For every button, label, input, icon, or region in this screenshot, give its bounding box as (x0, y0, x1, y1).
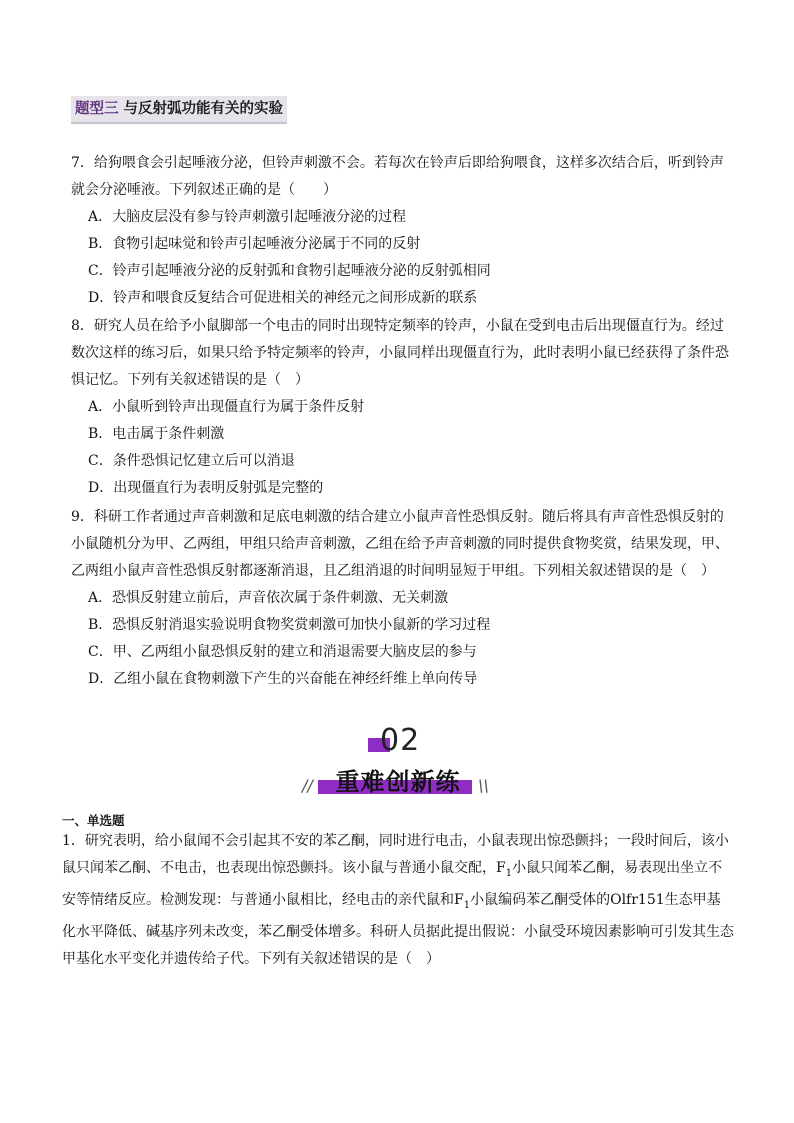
question-text-c: 小鼠编码苯乙酮受体的Olfr151生态甲基化水平降低、碱基序列未改变，苯乙酮受体增多。科研人员据此提出假说：小鼠受环境因素影响可引发其生态甲基化水平变化并遗传给子代。下列有关叙述错误的是（ ） (62, 891, 734, 967)
question-stem: 7．给狗喂食会引起唾液分泌，但铃声刺激不会。若每次在铃声后即给狗喂食，这样多次结合后，听到铃声就会分泌唾液。下列叙述正确的是（ ） (71, 155, 724, 198)
question-9 (71, 504, 731, 693)
badge-number: 02 (380, 723, 421, 758)
option-d: D．铃声和喂食反复结合可促进相关的神经元之间形成新的联系 (88, 290, 478, 306)
question-8 (71, 313, 731, 502)
option-c: C．甲、乙两组小鼠恐惧反射的建立和消退需要大脑皮层的参与 (88, 644, 477, 660)
question-1 (62, 828, 734, 973)
question-text-b: 小鼠只闻苯乙酮，易表现出坐立不安等情绪反应。检测发现：与普通小鼠相比，经电击的亲代鼠和F (62, 860, 723, 908)
question-stem: 9．科研工作者通过声音刺激和足底电刺激的结合建立小鼠声音性恐惧反射。随后将具有声音性恐惧反射的小鼠随机分为甲、乙两组，甲组只给声音刺激，乙组在给予声音刺激的同时提供食物奖赏，结果发现，甲、乙两组小鼠声音性恐惧反射都逐渐消退，且乙组消退的时间明显短于甲组。下列相关叙述错误的是（ ） (71, 509, 729, 579)
option-d: D．乙组小鼠在食物刺激下产生的兴奋能在神经纤维上单向传导 (88, 671, 478, 687)
subscript-2: 1 (463, 899, 471, 911)
part-title: 一、单选题 (62, 813, 125, 828)
question-text-a: 1．研究表明，给小鼠闻不会引起其不安的苯乙酮，同时进行电击，小鼠表现出惊恐颤抖；一段时间后，该小鼠只闻苯乙酮、不电击，也表现出惊恐颤抖。该小鼠与普通小鼠交配，F (62, 833, 729, 876)
section-heading (71, 96, 287, 124)
option-b: B．电击属于条件刺激 (88, 426, 225, 442)
section-heading-label: 题型三 (75, 101, 119, 117)
option-a: A．恐惧反射建立前后，声音依次属于条件刺激、无关刺激 (88, 590, 449, 606)
option-a: A．小鼠听到铃声出现僵直行为属于条件反射 (88, 399, 365, 415)
option-c: C．条件恐惧记忆建立后可以消退 (88, 453, 295, 469)
section-heading-title: 与反射弧功能有关的实验 (118, 101, 284, 117)
right-decoration-icon: \\ (478, 776, 489, 795)
subscript-1: 1 (505, 867, 513, 879)
option-c: C．铃声引起唾液分泌的反射弧和食物引起唾液分泌的反射弧相同 (88, 263, 491, 279)
left-decoration-icon: // (302, 776, 313, 795)
badge-title: 重难创新练 (335, 768, 461, 796)
option-b: B．恐惧反射消退实验说明食物奖赏刺激可加快小鼠新的学习过程 (88, 617, 491, 633)
option-d: D．出现僵直行为表明反射弧是完整的 (88, 480, 324, 496)
question-7 (71, 150, 731, 312)
question-stem: 8．研究人员在给予小鼠脚部一个电击的同时出现特定频率的铃声，小鼠在受到电击后出现僵直行为。经过数次这样的练习后，如果只给予特定频率的铃声，小鼠同样出现僵直行为，此时表明小鼠已经获得了条件恐惧记忆。下列有关叙述错误的是（ ） (71, 318, 729, 388)
option-a: A．大脑皮层没有参与铃声刺激引起唾液分泌的过程 (88, 209, 407, 225)
option-b: B．食物引起味觉和铃声引起唾液分泌属于不同的反射 (88, 236, 421, 252)
